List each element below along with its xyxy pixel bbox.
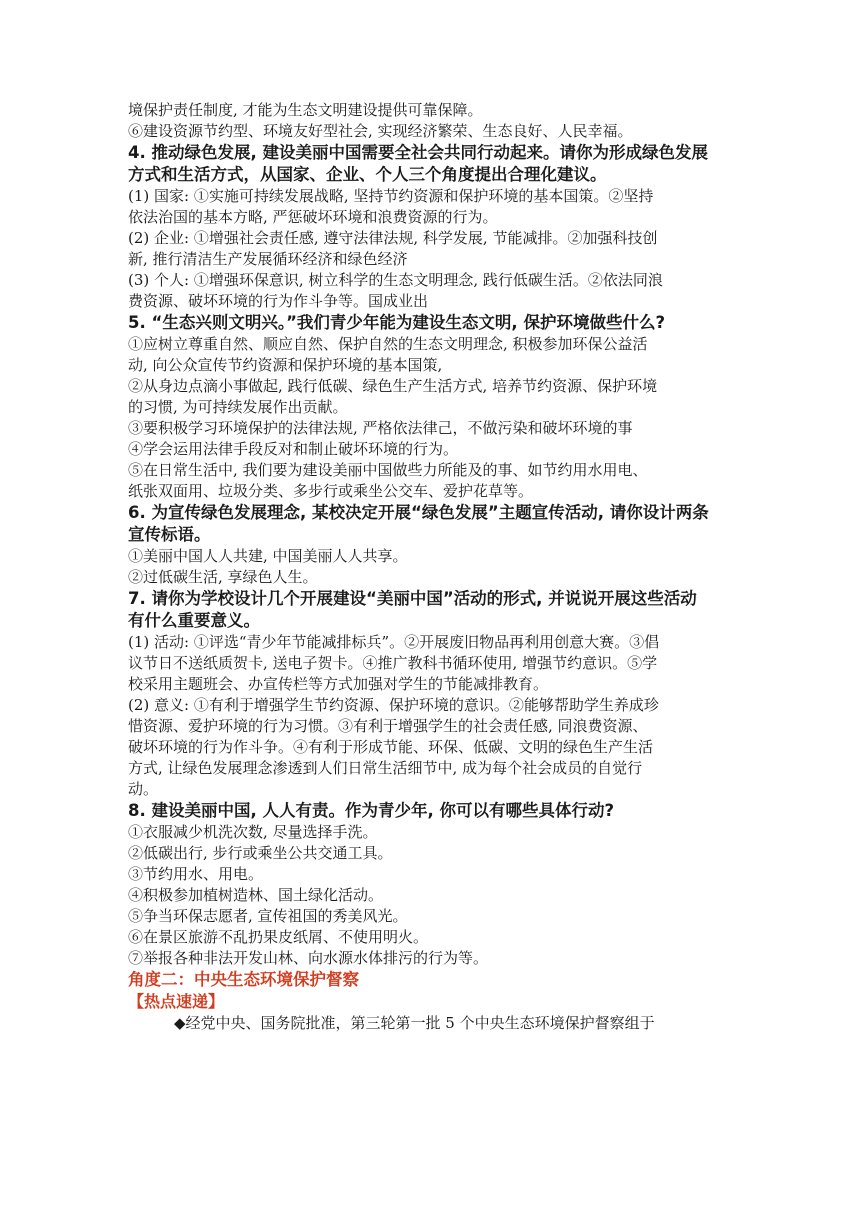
question-heading: 5. “生态兴则文明兴。”我们青少年能为建设生态文明, 保护环境做些什么? <box>128 313 666 332</box>
body-text-line: ⑥建设资源节约型、环境友好型社会, 实现经济繁荣、生态良好、人民幸福。 <box>128 122 633 140</box>
body-text-line: ⑦举报各种非法开发山林、向水源水体排污的行为等。 <box>128 949 489 967</box>
body-text-line: 动。 <box>128 780 159 798</box>
body-text-line: ②过低碳生活, 享绿色人生。 <box>128 568 318 586</box>
body-text-line: ①衣服减少机洗次数, 尽量选择手洗。 <box>128 823 378 841</box>
body-text-line: 新, 推行清洁生产发展循环经济和绿色经济 <box>128 250 408 268</box>
body-text-line: ④学会运用法律手段反对和制止破坏环境的行为。 <box>128 440 459 458</box>
body-text-line: ③节约用水、用电。 <box>128 865 264 883</box>
body-text-line: 境保护责任制度, 才能为生态文明建设提供可靠保障。 <box>128 101 483 119</box>
body-text-line: (2) 企业: ①增强社会责任感, 遵守法律法规, 科学发展, 节能减排。②加强科技创 <box>128 229 658 247</box>
question-heading: 8. 建设美丽中国, 人人有责。作为青少年, 你可以有哪些具体行动? <box>128 801 615 820</box>
body-text-line: 破坏环境的行为作斗争。④有利于形成节能、环保、低碳、文明的绿色生产生活 <box>128 738 654 756</box>
hot-topic-label: 【热点速递】 <box>128 992 225 1011</box>
body-text-line: ⑤在日常生活中, 我们要为建设美丽中国做些力所能及的事、如节约用水用电、 <box>128 461 648 479</box>
question-heading: 方式和生活方式，从国家、企业、个人三个角度提出合理化建议。 <box>128 165 607 184</box>
body-text-line: ①应树立尊重自然、顺应自然、保护自然的生态文明理念, 积极参加环保公益活 <box>128 335 648 353</box>
question-heading: 有什么重要意义。 <box>128 611 260 630</box>
body-text-line: ②低碳出行, 步行或乘坐公共交通工具。 <box>128 844 393 862</box>
body-text-line: (1) 国家: ①实施可持续发展战略, 坚持节约资源和保护环境的基本国策。②坚持 <box>128 187 654 205</box>
indented-paragraph-line: ◆经党中央、国务院批准，第三轮第一批 5 个中央生态环境保护督察组于 <box>174 1014 655 1032</box>
body-text-line: ①美丽中国人人共建, 中国美丽人人共享。 <box>128 547 408 565</box>
body-text-line: ③要积极学习环境保护的法律法规, 严格依法律己，不做污染和破坏环境的事 <box>128 419 633 437</box>
body-text-line: ④积极参加植树造林、国土绿化活动。 <box>128 886 384 904</box>
body-text-line: 惜资源、爱护环境的行为习惯。③有利于增强学生的社会责任感, 同浪费资源、 <box>128 717 648 735</box>
question-heading: 6. 为宣传绿色发展理念, 某校决定开展“绿色发展”主题宣传活动, 请你设计两条 <box>128 503 709 522</box>
question-heading: 4. 推动绿色发展, 建设美丽中国需要全社会共同行动起来。请你为形成绿色发展 <box>128 143 709 162</box>
body-text-line: (2) 意义: ①有利于增强学生节约资源、保护环境的意识。②能够帮助学生养成珍 <box>128 696 659 714</box>
body-text-line: 的习惯, 为可持续发展作出贡献。 <box>128 398 348 416</box>
question-heading: 7. 请你为学校设计几个开展建设“美丽中国”活动的形式, 并说说开展这些活动 <box>128 589 697 608</box>
body-text-line: 方式, 让绿色发展理念渗透到人们日常生活细节中, 成为每个社会成员的自觉行 <box>128 759 643 777</box>
section-heading: 角度二：中央生态环境保护督察 <box>128 970 359 989</box>
body-text-line: ⑤争当环保志愿者, 宣传祖国的秀美风光。 <box>128 907 408 925</box>
body-text-line: 依法治国的基本方略, 严惩破坏环境和浪费资源的行为。 <box>128 208 498 226</box>
body-text-line: 动, 向公众宣传节约资源和保护环境的基本国策, <box>128 356 443 374</box>
body-text-line: 费资源、破坏环境的行为作斗争等。国成业出 <box>128 292 429 310</box>
body-text-line: 纸张双面用、垃圾分类、多步行或乘坐公交车、爱护花草等。 <box>128 482 534 500</box>
body-text-line: 议节日不送纸质贺卡, 送电子贺卡。④推广教科书循环使用, 增强节约意识。⑤学 <box>128 654 658 672</box>
body-text-line: ②从身边点滴小事做起, 践行低碳、绿色生产生活方式, 培养节约资源、保护环境 <box>128 377 658 395</box>
body-text-line: ⑥在景区旅游不乱扔果皮纸屑、不使用明火。 <box>128 928 429 946</box>
body-text-line: 校采用主题班会、办宣传栏等方式加强对学生的节能减排教育。 <box>128 675 549 693</box>
body-text-line: (1) 活动: ①评选“青少年节能减排标兵”。②开展废旧物品再利用创意大赛。③倡 <box>128 633 660 651</box>
body-text-line: (3) 个人: ①增强环保意识, 树立科学的生态文明理念, 践行低碳生活。②依法同浪 <box>128 271 663 289</box>
question-heading: 宣传标语。 <box>128 525 211 544</box>
